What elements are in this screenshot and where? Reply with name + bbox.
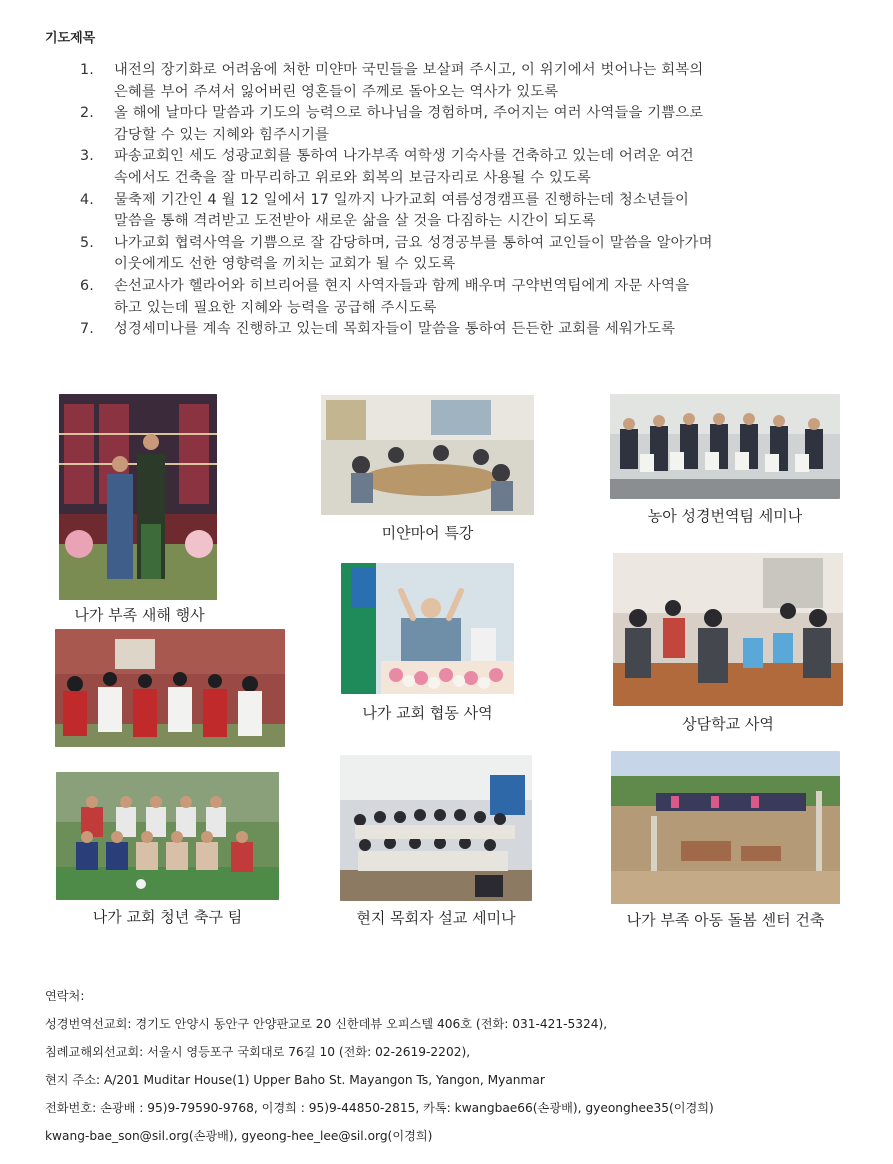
caption-care-center-construction: 나가 부족 아동 돌봄 센터 건축	[626, 911, 825, 929]
caption-deaf-translation-seminar: 농아 성경번역팀 세미나	[647, 507, 803, 525]
prayer-list	[80, 60, 870, 341]
prayer-text: 내전의 장기화로 어려움에 처한 미얀마 국민들을 보살펴 주시고, 이 위기에서 벗어나는 회복의 은혜를 부어 주셔서 잃어버린 영혼들이 주께로 돌아오는 역사가 있도록	[114, 62, 704, 100]
prayer-item	[80, 103, 870, 146]
photo-counseling-school	[613, 553, 843, 706]
caption-naga-new-year: 나가 부족 새해 행사	[74, 606, 205, 624]
prayer-number: 7.	[80, 321, 95, 338]
contact-baptist-mission: 침례교해외선교회: 서울시 영등포구 국회대로 76길 10 (전화: 02-2619-2202),	[45, 1045, 471, 1059]
photo-pastors-seminar	[340, 755, 532, 901]
caption-naga-church-ministry: 나가 교회 협동 사역	[362, 704, 493, 722]
prayer-number: 2.	[80, 105, 95, 122]
photo-youth-soccer-team	[56, 772, 279, 900]
caption-youth-soccer-team: 나가 교회 청년 축구 팀	[92, 908, 243, 926]
contact-label: 연락처:	[45, 989, 85, 1003]
photo-care-center-construction	[611, 751, 840, 904]
photo-deaf-translation-seminar	[610, 394, 840, 499]
prayer-number: 3.	[80, 148, 95, 165]
prayer-item	[80, 276, 870, 319]
prayer-item	[80, 146, 870, 189]
contact-bible-translation-mission: 성경번역선교회: 경기도 안양시 동안구 안양판교로 20 신한데뷰 오피스텔 406호 (전화: 031-421-5324),	[45, 1017, 608, 1031]
prayer-text: 물축제 기간인 4 월 12 일에서 17 일까지 나가교회 여름성경캠프를 진행하는데 청소년들이 말씀을 통해 격려받고 도전받아 새로운 삶을 살 것을 다짐하는 시간이 되도록	[114, 191, 690, 230]
prayer-number: 1.	[80, 62, 95, 78]
photo-naga-new-year	[59, 394, 217, 600]
prayer-number: 4.	[80, 191, 95, 208]
prayer-number: 5.	[80, 234, 95, 251]
prayer-item	[80, 190, 870, 233]
caption-pastors-seminar: 현지 목회자 설교 세미나	[356, 909, 516, 927]
contact-phone: 전화번호: 손광배 : 95)9-79590-9768, 이경희 : 95)9-44850-2815, 카톡: kwangbae66(손광배), gyeonghee35(이경희)	[45, 1101, 714, 1115]
prayer-number: 6.	[80, 277, 95, 294]
prayer-text: 파송교회인 세도 성광교회를 통하여 나가부족 여학생 기숙사를 건축하고 있는데 어려운 여건 속에서도 건축을 잘 마무리하고 위로와 회복의 보금자리로 사용될 수 있도록	[114, 148, 694, 186]
caption-counseling-school: 상담학교 사역	[682, 715, 774, 733]
prayer-item	[80, 60, 870, 103]
page-heading: 기도제목	[45, 31, 96, 46]
prayer-text: 손선교사가 헬라어와 히브리어를 현지 사역자들과 함께 배우며 구약번역팀에게 자문 사역을 하고 있는데 필요한 지혜와 능력을 공급해 주시도록	[114, 277, 690, 316]
contact-email: kwang-bae_son@sil.org(손광배), gyeong-hee_lee@sil.org(이경희)	[45, 1129, 433, 1143]
photo-naga-church-ministry	[341, 563, 514, 694]
prayer-item	[80, 233, 870, 276]
photo-myanmar-lecture	[321, 395, 534, 515]
prayer-item	[80, 319, 870, 341]
contact-local-address: 현지 주소: A/201 Muditar House(1) Upper Baho St. Mayangon Ts, Yangon, Myanmar	[45, 1073, 545, 1087]
prayer-text: 올 해에 날마다 말씀과 기도의 능력으로 하나님을 경험하며, 주어지는 여러 사역들을 기쁨으로 감당할 수 있는 지혜와 힘주시기를	[114, 105, 704, 143]
prayer-text: 성경세미나를 계속 진행하고 있는데 목회자들이 말씀을 통하여 든든한 교회를 세워가도록	[114, 321, 676, 338]
contact-section	[45, 982, 865, 1150]
caption-myanmar-lecture: 미얀마어 특강	[381, 524, 474, 542]
photo-naga-dancers	[55, 629, 285, 747]
prayer-text: 나가교회 협력사역을 기쁨으로 잘 감당하며, 금요 성경공부를 통하여 교인들이 말씀을 알아가며 이웃에게도 선한 영향력을 끼치는 교회가 될 수 있도록	[114, 234, 713, 273]
